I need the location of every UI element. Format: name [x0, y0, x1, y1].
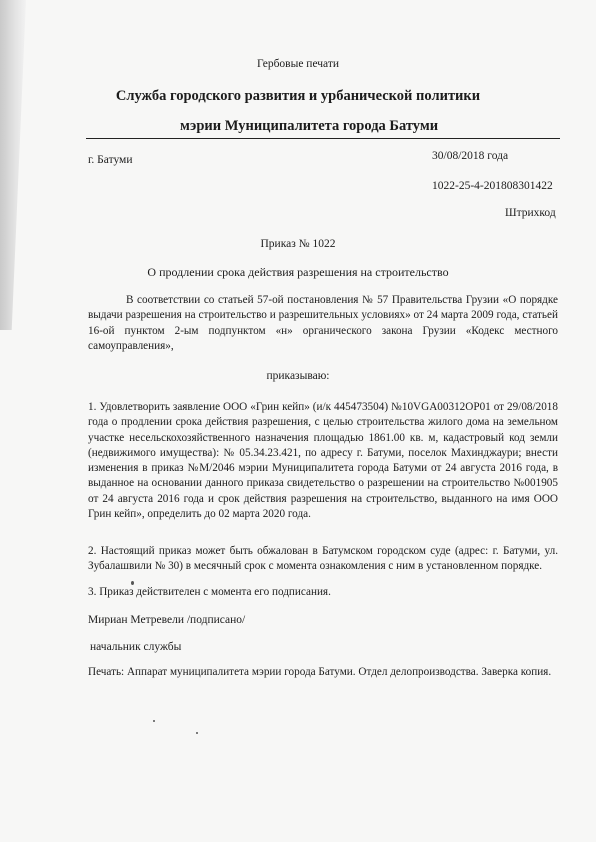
orders-word: приказываю:	[266, 370, 330, 382]
order-item-3: 3. Приказ действителен с момента его подписания.	[88, 586, 331, 598]
signatory-position: начальник службы	[90, 641, 182, 653]
preamble-paragraph	[88, 293, 558, 354]
agency-subtitle: мэрии Муниципалитета города Батуми	[180, 118, 439, 134]
folded-page-corner	[0, 0, 26, 330]
seal-caption: Гербовые печати	[256, 58, 340, 70]
order-subject: О продлении срока действия разрешения на строительство	[147, 265, 449, 279]
scan-speck	[196, 732, 198, 734]
preamble-text: В соответствии со статьей 57-ой постановления № 57 Правительства Грузии «О порядке выдачи разрешения на строительство и разрешительных условиях» от 24 марта 2009 года, статьей 16-ой пунктом 2-ым подпунктом «н» органического закона Грузии «Кодекс местного самоуправления»,	[88, 294, 558, 352]
agency-title: Служба городского развития и урбанической политики	[115, 88, 481, 104]
signatory-name: Мириан Метревели /подписано/	[88, 614, 246, 626]
barcode-placeholder: Штрихкод	[505, 207, 556, 219]
header-divider	[86, 138, 560, 139]
stamp-note: Печать: Аппарат муниципалитета мэрии города Батуми. Отдел делопроизводства. Заверка копия.	[88, 666, 552, 678]
scan-speck	[153, 720, 155, 722]
document-date: 30/08/2018 года	[432, 150, 509, 162]
order-number: Приказ № 1022	[260, 238, 336, 250]
order-item-1: 1. Удовлетворить заявление ООО «Грин кейп» (и/к 445473504) №10VGA00312OP01 от 29/08/2018 года о продлении срока действия разрешения, с целью строительства жилого дома на земельном участке несельскохозяйственного назначения площадью 1861.00 кв. м, кадастровый код земли (недвижимого имущества): № 05.34.23.421, по адресу г. Батуми, поселок Махинджаури; внести изменения в приказ №М/2046 мэрии Муниципалитета города Батуми от 24 августа 2016 года, в выданное на основании данного приказа свидетельство о разрешении на строительство №001905 от 24 августа 2016 года и срок действия разрешения на строительство, выданного на имя ООО Грин кейп», определить до 02 марта 2020 года.	[88, 401, 558, 521]
registration-number: 1022-25-4-201808301422	[432, 180, 553, 192]
order-item-2: 2. Настоящий приказ может быть обжалован в Батумском городском суде (адрес: г. Батуми, ул. Зубалашвили № 30) в месячный срок с момента ознакомления с ним в установленном порядке.	[88, 545, 558, 573]
scan-speck	[131, 581, 134, 585]
city-label: г. Батуми	[88, 154, 133, 166]
